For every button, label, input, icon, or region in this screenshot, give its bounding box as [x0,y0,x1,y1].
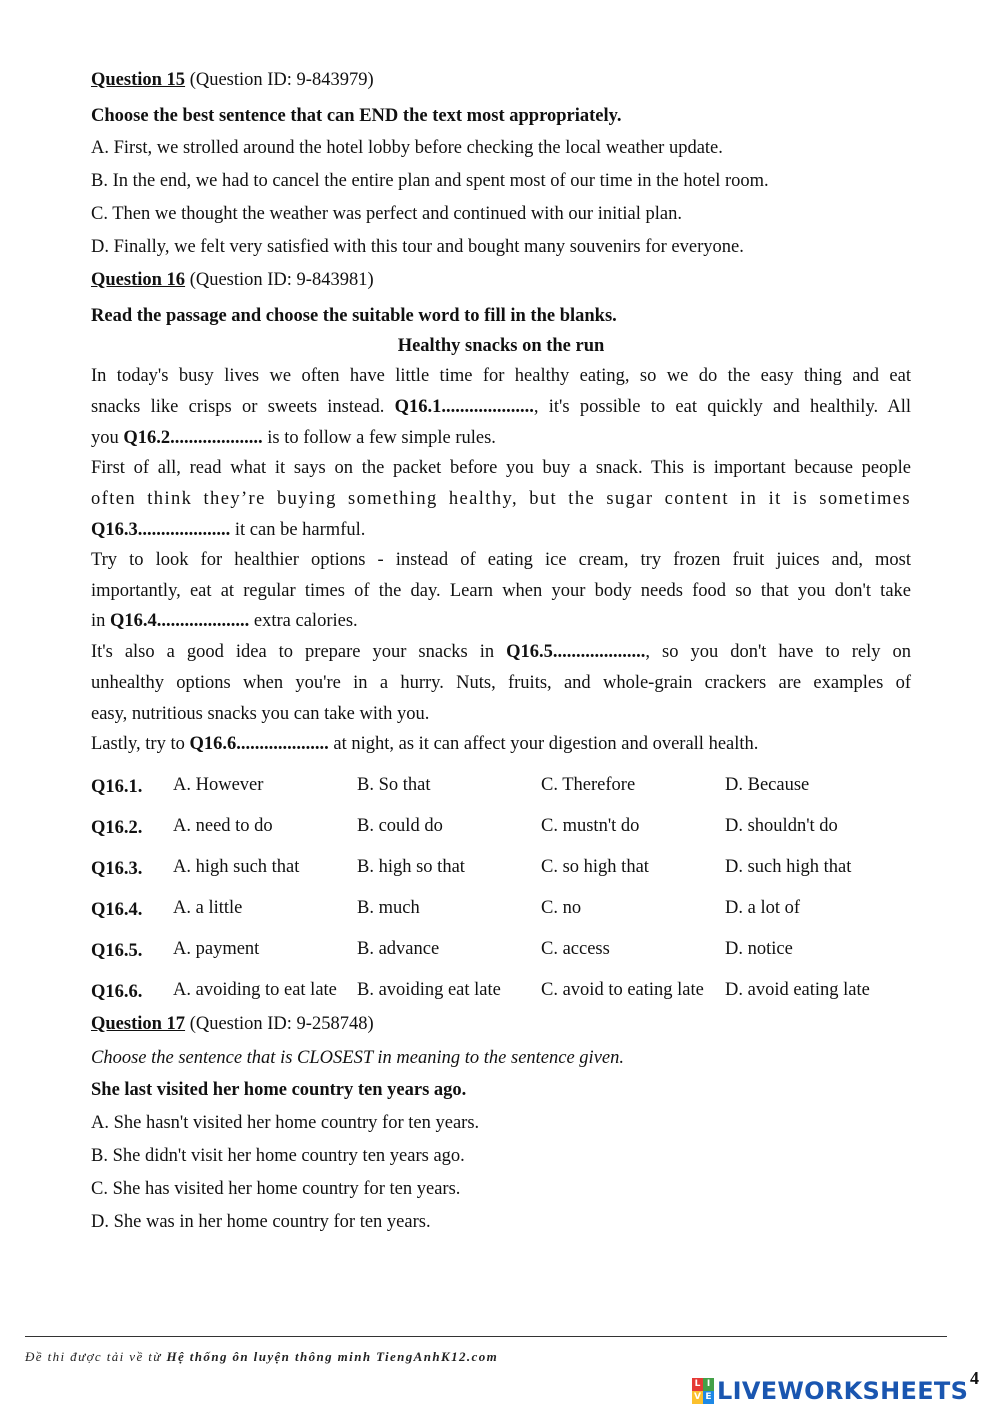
q16-5-option-b[interactable]: B. advance [357,939,440,959]
q16-3-option-c[interactable]: C. so high that [541,857,649,877]
question-15-label: Question 15 [91,70,186,90]
question-15-option-a[interactable]: A. First, we strolled around the hotel lobby before checking the local weather update. [91,138,723,158]
q16-3-label: Q16.3. [91,859,143,879]
q16-1-option-d[interactable]: D. Because [725,775,810,795]
question-15-option-c[interactable]: C. Then we thought the weather was perfect and continued with our initial plan. [91,204,682,224]
q16-6-option-c[interactable]: C. avoid to eating late [541,980,704,1000]
q16-2-option-c[interactable]: C. mustn't do [541,816,640,836]
q16-4-label: Q16.4. [91,900,143,920]
question-15-option-d[interactable]: D. Finally, we felt very satisfied with this tour and bought many souvenirs for everyone. [91,237,744,257]
passage-line: snacks like crisps or sweets instead. Q16.1...................., it's possible to eat quickly and healthily. All [91,397,911,417]
q16-5-label: Q16.5. [91,941,143,961]
q16-2-options-row [91,816,921,842]
q16-4-options-row [91,898,921,924]
question-17-instruction: Choose the sentence that is CLOSEST in meaning to the sentence given. [91,1048,624,1068]
blank-q16-5[interactable]: Q16.5.................... [506,642,646,662]
q16-4-option-d[interactable]: D. a lot of [725,898,801,918]
page-number: 4 [970,1368,979,1388]
question-16-id: (Question ID: 9-843981) [185,270,374,290]
q16-6-option-b[interactable]: B. avoiding eat late [357,980,501,1000]
blank-q16-4[interactable]: Q16.4.................... [110,611,250,631]
q16-1-options-row [91,775,921,801]
q16-3-option-b[interactable]: B. high so that [357,857,465,877]
q16-3-option-a[interactable]: A. high such that [173,857,300,877]
question-16-header [91,270,374,291]
question-17-option-b[interactable]: B. She didn't visit her home country ten years ago. [91,1146,465,1166]
blank-q16-6[interactable]: Q16.6.................... [189,734,329,754]
passage-line: in Q16.4.................... extra calories. [91,611,358,631]
blank-q16-3[interactable]: Q16.3.................... [91,520,231,540]
q16-5-option-c[interactable]: C. access [541,939,610,959]
q16-4-option-a[interactable]: A. a little [173,898,243,918]
liveworksheets-icon: L I V E [692,1378,714,1404]
blank-q16-2[interactable]: Q16.2.................... [123,428,263,448]
q16-1-option-b[interactable]: B. So that [357,775,431,795]
q16-5-option-d[interactable]: D. notice [725,939,793,959]
liveworksheets-wordmark: LIVEWORKSHEETS [717,1377,969,1405]
passage-line: Q16.3.................... it can be harmful. [91,520,366,540]
question-17-header [91,1014,374,1035]
footer-divider [25,1336,947,1337]
q16-6-option-d[interactable]: D. avoid eating late [725,980,870,1000]
q16-1-label: Q16.1. [91,777,143,797]
question-16-instruction: Read the passage and choose the suitable word to fill in the blanks. [91,306,617,326]
q16-4-option-b[interactable]: B. much [357,898,420,918]
passage-line: unhealthy options when you're in a hurry. Nuts, fruits, and whole-grain crackers are examples of [91,673,911,693]
footer-credit: Đề thi được tải về từ Hệ thống ôn luyện thông minh TiengAnhK12.com [25,1349,499,1364]
passage-title: Healthy snacks on the run [397,336,605,356]
q16-2-option-a[interactable]: A. need to do [173,816,273,836]
q16-6-options-row [91,980,921,1006]
blank-q16-1[interactable]: Q16.1.................... [394,397,534,417]
q16-1-option-a[interactable]: A. However [173,775,264,795]
question-16-label: Question 16 [91,270,186,290]
question-15-id: (Question ID: 9-843979) [185,70,374,90]
passage-line: importantly, eat at regular times of the day. Learn when your body needs food so that you don't take [91,581,911,601]
question-17-option-c[interactable]: C. She has visited her home country for ten years. [91,1179,461,1199]
question-15-header [91,70,374,91]
passage-line: easy, nutritious snacks you can take with you. [91,704,430,724]
passage-line: First of all, read what it says on the packet before you buy a snack. This is important because people [91,458,911,478]
question-15-option-b[interactable]: B. In the end, we had to cancel the entire plan and spent most of our time in the hotel room. [91,171,769,191]
passage-line: Try to look for healthier options - instead of eating ice cream, try frozen fruit juices and, most [91,550,911,570]
q16-5-option-a[interactable]: A. payment [173,939,260,959]
q16-3-option-d[interactable]: D. such high that [725,857,852,877]
question-17-option-d[interactable]: D. She was in her home country for ten years. [91,1212,431,1232]
footer-source: Hệ thống ôn luyện thông minh TiengAnhK12.com [166,1349,499,1364]
q16-6-option-a[interactable]: A. avoiding to eat late [173,980,337,1000]
q16-5-options-row [91,939,921,965]
passage-line: Lastly, try to Q16.6.................... at night, as it can affect your digestion and overall health. [91,734,759,754]
liveworksheets-logo[interactable] [692,1376,968,1406]
q16-4-option-c[interactable]: C. no [541,898,582,918]
passage-line: often think they’re buying something healthy, but the sugar content in it is sometimes [91,489,911,509]
q16-2-option-d[interactable]: D. shouldn't do [725,816,838,836]
question-17-sentence: She last visited her home country ten years ago. [91,1080,467,1100]
q16-1-option-c[interactable]: C. Therefore [541,775,636,795]
q16-3-options-row [91,857,921,883]
q16-2-label: Q16.2. [91,818,143,838]
question-17-label: Question 17 [91,1014,186,1034]
passage-line: It's also a good idea to prepare your snacks in Q16.5...................., so you don't have to rely on [91,642,912,662]
q16-2-option-b[interactable]: B. could do [357,816,443,836]
passage-line: In today's busy lives we often have little time for healthy eating, so we do the easy thing and eat [91,366,911,386]
q16-6-label: Q16.6. [91,982,143,1002]
passage-line: you Q16.2.................... is to follow a few simple rules. [91,428,496,448]
question-17-id: (Question ID: 9-258748) [185,1014,374,1034]
question-17-option-a[interactable]: A. She hasn't visited her home country for ten years. [91,1113,480,1133]
question-15-instruction: Choose the best sentence that can END the text most appropriately. [91,106,622,126]
